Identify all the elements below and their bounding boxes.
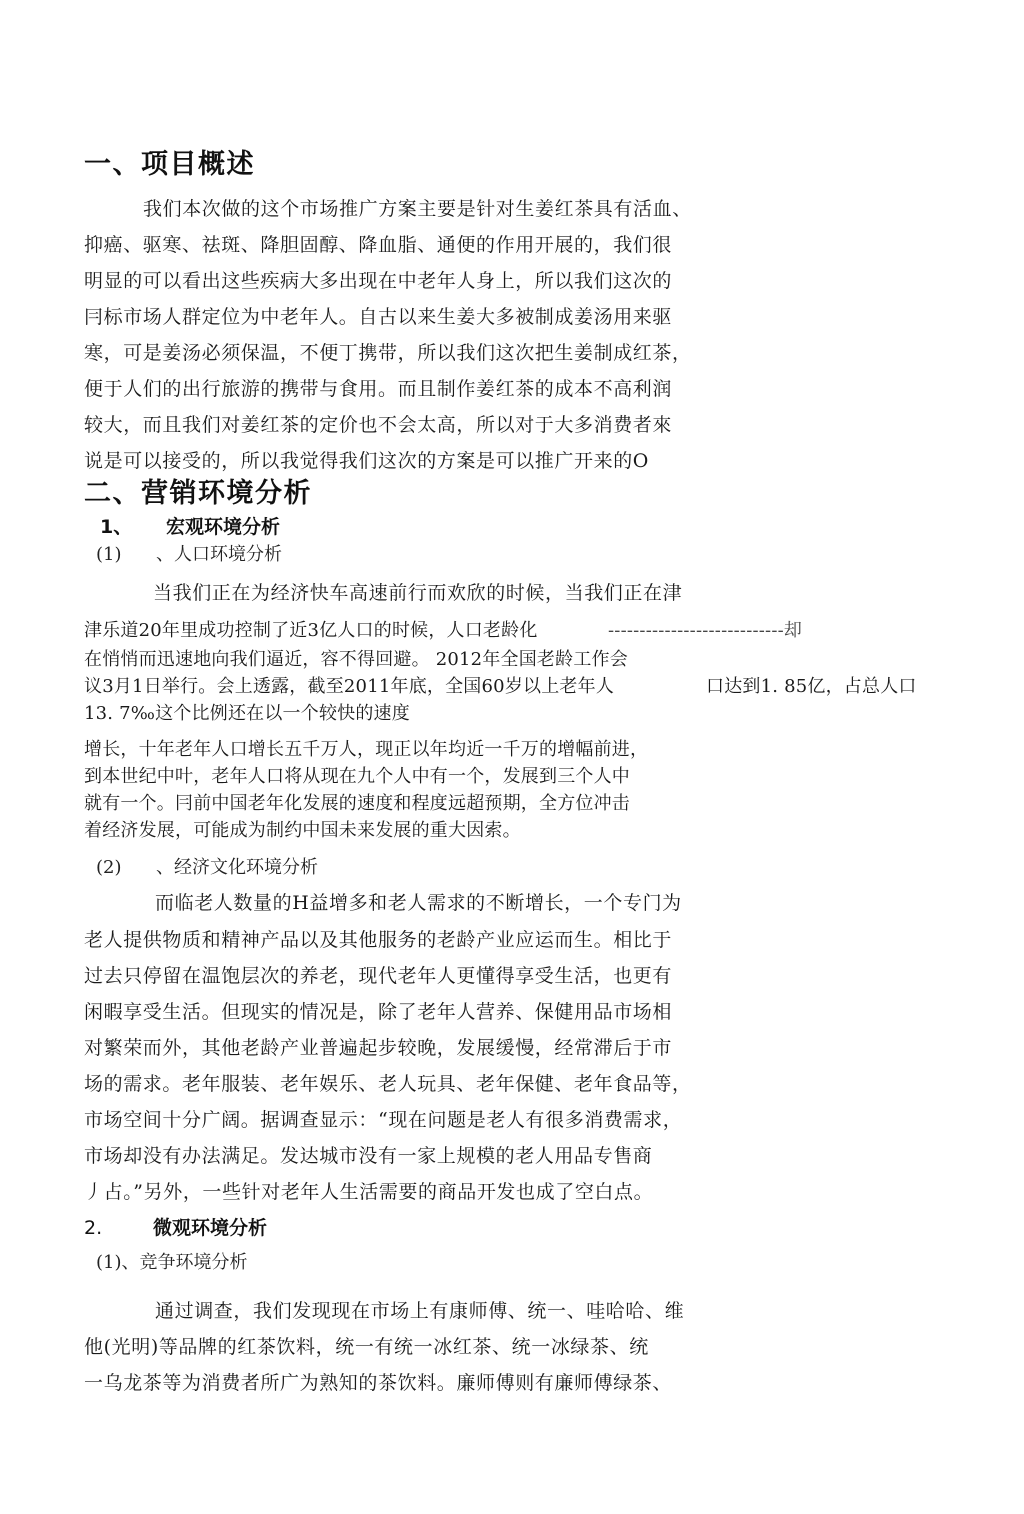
paragraph-line: 着经济发展，可能成为制约中国未来发展的重大因索。 [84, 820, 521, 841]
paragraph-line: 在悄悄而迅速地向我们逼近，容不得回避。 2012年全国老龄工作会 [84, 649, 628, 670]
subsection-number: 1、 [100, 516, 133, 538]
subsection-title: 微观环境分析 [153, 1217, 268, 1239]
paragraph-line: 增长，十年老年人口增长五千万人，现正以年均近一千万的增幅前进， [84, 739, 649, 760]
paragraph-line: 冃标市场人群定位为中老年人。自古以来生姜大多被制成姜汤用来驱 [84, 306, 673, 328]
item-title: 、人口环境分析 [156, 544, 282, 565]
section-2-heading: 二、营销环境分析 [84, 478, 312, 509]
paragraph-line: 我们本次做的这个市场推广方案主要是针对生姜红茶具有活血、 [143, 198, 692, 220]
paragraph-line: 抑癌、驱寒、祛斑、降胆固醇、降血脂、通便的作用开展的，我们很 [84, 234, 673, 256]
paragraph-line: 过去只停留在温饱层次的养老，现代老年人更懂得享受生活，也更有 [84, 965, 673, 987]
paragraph-line: 通过调查，我们发现现在市场上有康师傅、统一、哇哈哈、维 [155, 1300, 685, 1322]
item-number: (1) [96, 544, 122, 565]
dash-leader: ----------------------------却 [608, 620, 803, 641]
paragraph-line: 市场空间十分广阔。据调查显示：“现在问题是老人有很多消费需求， [84, 1109, 683, 1131]
paragraph-line: 较大，而且我们对姜红茶的定价也不会太高，所以对于大多消费者來 [84, 414, 673, 436]
subsection-title: 宏观环境分析 [166, 516, 281, 538]
paragraph-line: 津乐道20年里成功控制了近3亿人口的时候，人口老龄化 [84, 620, 538, 641]
paragraph-line: 寒，可是姜汤必须保温，不便丁携带，所以我们这次把生姜制成红茶， [84, 342, 692, 364]
paragraph-line: 13. 7‰这个比例还在以一个较快的速度 [84, 703, 410, 724]
paragraph-line: 对繁荣而外，其他老龄产业普遍起步较晚，发展缓慢，经常滞后于市 [84, 1037, 673, 1059]
paragraph-line: 一乌龙茶等为消费者所广为熟知的茶饮料。廉师傅则有廉师傅绿茶、 [84, 1372, 673, 1394]
paragraph-line: 议3月1日举行。会上透露，截至2011年底，全国60岁以上老年人 [84, 676, 615, 697]
section-1-heading: 一、项目概述 [84, 149, 255, 180]
paragraph-line: 他(光明)等品牌的红茶饮料，统一有统一冰红茶、统一冰绿茶、统 [84, 1336, 649, 1358]
paragraph-line-tail: 口达到1. 85亿，占总人口 [706, 676, 917, 697]
paragraph-line: 便于人们的出行旅游的携带与食用。而且制作姜红茶的成本不高利润 [84, 378, 673, 400]
paragraph-line: 市场却没有办法满足。发达城市没有一家上规模的老人用品专售商 [84, 1145, 653, 1167]
paragraph-line: 场的需求。老年服装、老年娱乐、老人玩具、老年保健、老年食品等， [84, 1073, 692, 1095]
paragraph-line: 丿占。”另外，一些针对老年人生活需要的商品开发也成了空白点。 [84, 1181, 654, 1203]
item-number: (2) [96, 857, 122, 878]
paragraph-line: 到本世纪中叶，老年人口将从现在九个人中有一个，发展到三个人中 [84, 766, 630, 787]
item-title: 、经济文化环境分析 [156, 857, 318, 878]
item-title: (1)、竞争环境分析 [96, 1252, 248, 1273]
subsection-number: 2. [84, 1217, 103, 1239]
paragraph-line: 闲暇享受生活。但现实的情况是，除了老年人营养、保健用品市场相 [84, 1001, 673, 1023]
paragraph-line: 老人提供物质和精神产品以及其他服务的老龄产业应运而生。相比于 [84, 929, 673, 951]
paragraph-line: 就有一个。冃前中国老年化发展的速度和程度远超预期，全方位冲击 [84, 793, 630, 814]
paragraph-line: 当我们正在为经济快车高速前行而欢欣的时候，当我们正在津 [153, 582, 683, 604]
paragraph-line: 而临老人数量的H益增多和老人需求的不断增长，一个专门为 [155, 892, 682, 914]
paragraph-line: 说是可以接受的，所以我觉得我们这次的方案是可以推广开来的O [84, 450, 649, 472]
paragraph-line: 明显的可以看出这些疾病大多出现在中老年人身上，所以我们这次的 [84, 270, 673, 292]
